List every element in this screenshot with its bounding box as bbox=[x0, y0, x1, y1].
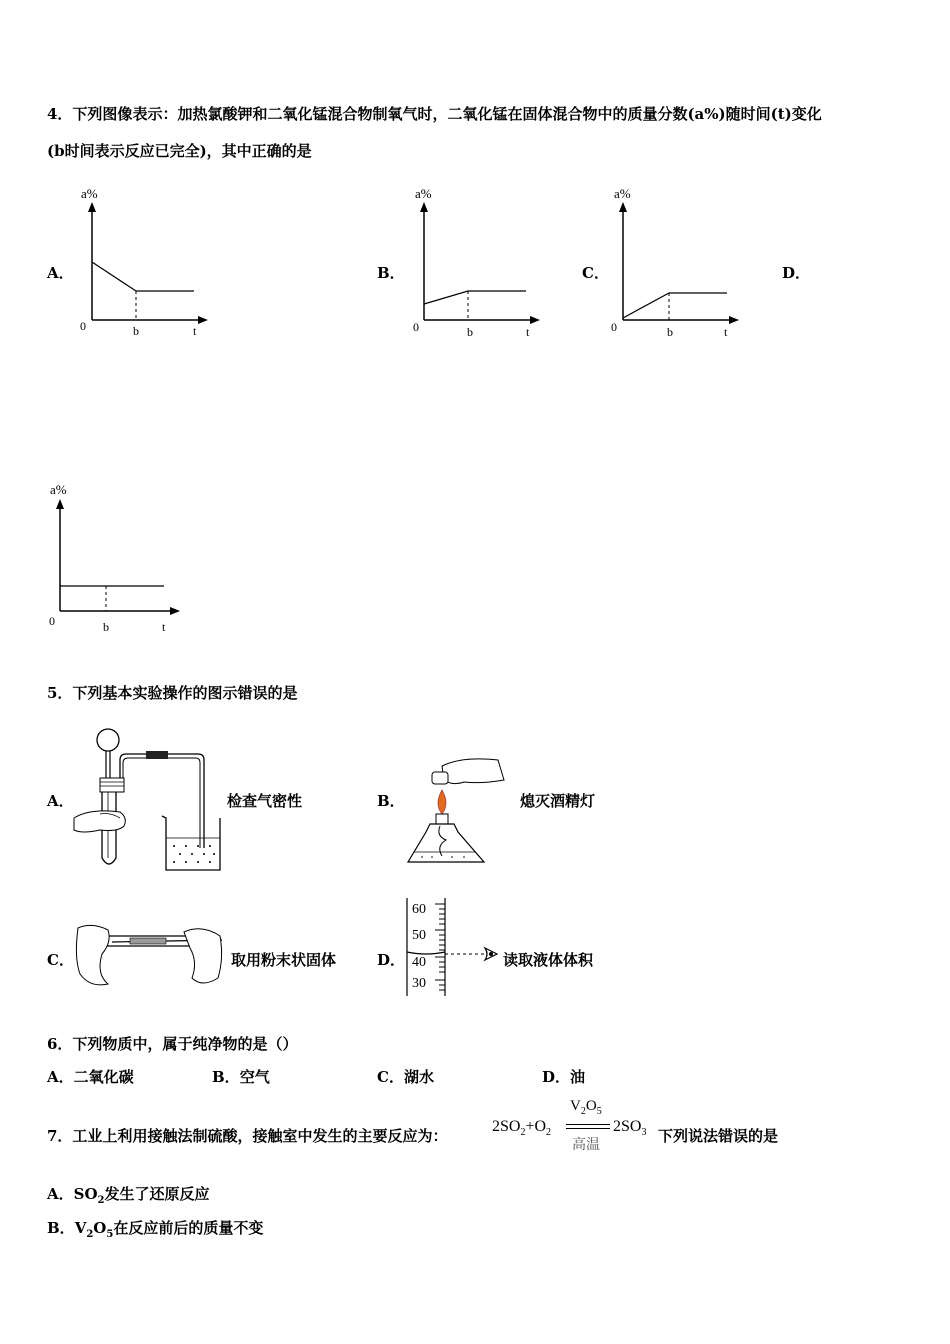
graph-b-origin: 0 bbox=[413, 320, 419, 334]
q6-option-a-text: 二氧化碳 bbox=[73, 1068, 134, 1086]
y-axis-arrow-icon bbox=[619, 202, 627, 212]
x-axis-arrow-icon bbox=[170, 607, 180, 615]
q4-option-c-label[interactable]: C． bbox=[582, 264, 609, 282]
q6-option-d-text: 油 bbox=[570, 1068, 586, 1086]
q6-option-a[interactable] bbox=[47, 1066, 134, 1087]
graph-a-curve bbox=[92, 262, 194, 291]
graph-a bbox=[76, 180, 216, 340]
q6-option-d-label: D． bbox=[542, 1068, 571, 1086]
graph-c-y-label: a% bbox=[614, 186, 631, 201]
graph-c bbox=[607, 180, 747, 340]
measuring-cylinder-figure bbox=[403, 896, 503, 998]
alcohol-lamp-figure bbox=[402, 752, 514, 874]
graph-c-b-tick: b bbox=[667, 325, 673, 339]
graph-a-x-label: t bbox=[193, 324, 197, 338]
graph-b-y-label: a% bbox=[415, 186, 432, 201]
graph-d-y-label: a% bbox=[50, 482, 67, 497]
x-axis-arrow-icon bbox=[198, 316, 208, 324]
q5-option-c-caption: 取用粉末状固体 bbox=[231, 951, 337, 969]
graph-d bbox=[44, 477, 194, 642]
graph-c-origin: 0 bbox=[611, 320, 617, 334]
graph-a-b-tick: b bbox=[133, 324, 139, 338]
powder-sampling-figure bbox=[72, 918, 228, 992]
graph-b-b-tick: b bbox=[467, 325, 473, 339]
q4-option-d-label[interactable]: D． bbox=[782, 264, 811, 282]
equation-product: $2SO_3$ bbox=[613, 1118, 647, 1139]
q5-stem: 5．下列基本实验操作的图示错误的是 bbox=[47, 684, 298, 702]
q6-option-b[interactable] bbox=[212, 1066, 270, 1087]
q5-option-d-label[interactable]: D． bbox=[377, 951, 406, 969]
y-axis-arrow-icon bbox=[56, 499, 64, 509]
graph-b-x-label: t bbox=[526, 325, 530, 339]
equation-catalyst: $V_2O_5$ bbox=[570, 1098, 602, 1117]
q4-option-b-label[interactable]: B． bbox=[377, 264, 405, 282]
q6-option-c-text: 湖水 bbox=[403, 1068, 434, 1086]
y-axis-arrow-icon bbox=[88, 202, 96, 212]
q7-option-b[interactable]: B．$V_2O_5$在反应前后的质量不变 bbox=[47, 1219, 264, 1240]
graph-d-x-label: t bbox=[162, 620, 166, 634]
graph-d-origin: 0 bbox=[49, 614, 55, 628]
cylinder-tick-60: 60 bbox=[412, 902, 426, 917]
q5-option-a-caption: 检查气密性 bbox=[227, 792, 303, 810]
q5-option-a-label[interactable]: A． bbox=[47, 792, 74, 810]
graph-a-origin: 0 bbox=[80, 319, 86, 333]
graph-d-b-tick: b bbox=[103, 620, 109, 634]
q6-stem: 6．下列物质中，属于纯净物的是（） bbox=[47, 1035, 298, 1053]
airtightness-apparatus-figure bbox=[70, 718, 230, 878]
graph-c-curve bbox=[623, 293, 727, 318]
q6-option-c-label: C． bbox=[377, 1068, 404, 1086]
equation-arrow-line-top bbox=[566, 1124, 610, 1125]
q6-option-d[interactable] bbox=[542, 1066, 585, 1087]
cylinder-tick-30: 30 bbox=[412, 976, 426, 991]
q5-option-b-label[interactable]: B． bbox=[377, 792, 405, 810]
graph-a-y-label: a% bbox=[81, 186, 98, 201]
q7-option-a[interactable]: A．$SO_2$发生了还原反应 bbox=[47, 1185, 210, 1206]
x-axis-arrow-icon bbox=[729, 316, 739, 324]
graph-c-x-label: t bbox=[724, 325, 728, 339]
equation-arrow-line-bottom bbox=[566, 1128, 610, 1129]
q5-option-d-caption: 读取液体体积 bbox=[503, 951, 594, 969]
q4-stem-line1: 4．下列图像表示：加热氯酸钾和二氧化锰混合物制氧气时，二氧化锰在固体混合物中的质量分数(a%)随时间(t)变化 bbox=[47, 105, 822, 123]
q7-stem-before: 7．工业上利用接触法制硫酸，接触室中发生的主要反应为： bbox=[47, 1127, 448, 1145]
q6-option-b-label: B． bbox=[212, 1068, 240, 1086]
equation-reactants: $2SO_2+O_2$ bbox=[492, 1118, 552, 1139]
q6-option-a-label: A． bbox=[47, 1068, 74, 1086]
q7-equation bbox=[492, 1098, 656, 1158]
q4-option-a-label[interactable]: A． bbox=[47, 264, 74, 282]
q5-option-c-label[interactable]: C． bbox=[47, 951, 74, 969]
x-axis-arrow-icon bbox=[530, 316, 540, 324]
q5-option-b-caption: 熄灭酒精灯 bbox=[520, 792, 596, 810]
q6-option-c[interactable] bbox=[377, 1066, 434, 1087]
graph-b bbox=[408, 180, 548, 340]
cylinder-tick-50: 50 bbox=[412, 928, 426, 943]
graph-b-curve bbox=[424, 291, 526, 304]
q6-option-b-text: 空气 bbox=[239, 1068, 270, 1086]
equation-condition: 高温 bbox=[572, 1137, 600, 1153]
q4-stem-line2: (b时间表示反应已完全)，其中正确的是 bbox=[47, 142, 312, 160]
cylinder-tick-40: 40 bbox=[412, 955, 426, 970]
q7-stem-after: 下列说法错误的是 bbox=[658, 1127, 779, 1145]
y-axis-arrow-icon bbox=[420, 202, 428, 212]
